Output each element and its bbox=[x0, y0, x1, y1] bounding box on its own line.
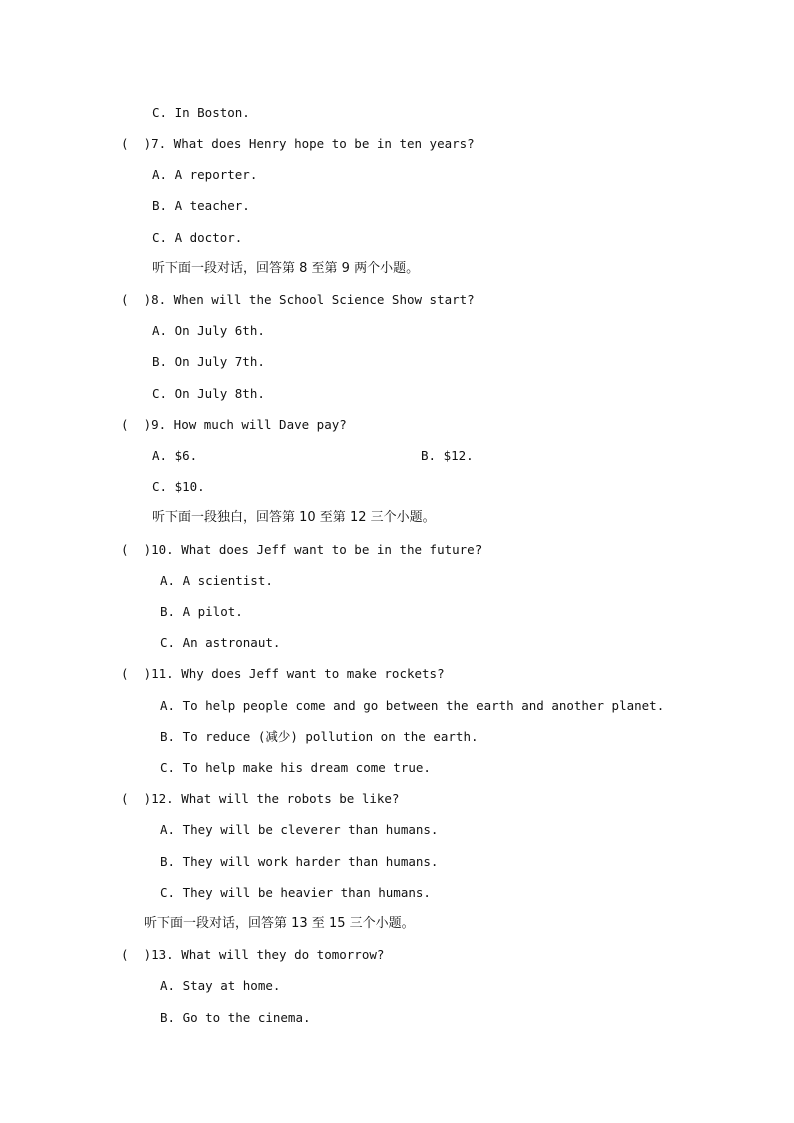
option-10a: A. A scientist. bbox=[160, 573, 273, 588]
option-7b: B. A teacher. bbox=[152, 198, 250, 213]
option-12a: A. They will be cleverer than humans. bbox=[160, 822, 439, 837]
option-11b: B. To reduce (减少) pollution on the earth. bbox=[160, 729, 479, 744]
option-10b: B. A pilot. bbox=[160, 604, 243, 619]
question-11: ( )11. Why does Jeff want to make rockets? bbox=[121, 666, 445, 681]
option-8a: A. On July 6th. bbox=[152, 323, 265, 338]
option-12c: C. They will be heavier than humans. bbox=[160, 885, 431, 900]
section-instruction-8-9: 听下面一段对话，回答第 8 至第 9 两个小题。 bbox=[152, 261, 420, 276]
section-instruction-13-15: 听下面一段对话，回答第 13 至 15 三个小题。 bbox=[144, 916, 415, 931]
option-11a: A. To help people come and go between the earth and another planet. bbox=[160, 698, 665, 713]
option-8c: C. On July 8th. bbox=[152, 386, 265, 401]
option-13a: A. Stay at home. bbox=[160, 978, 281, 993]
option-8b: B. On July 7th. bbox=[152, 354, 265, 369]
question-10: ( )10. What does Jeff want to be in the future? bbox=[121, 542, 483, 557]
option-9b: B. $12. bbox=[421, 448, 474, 463]
option-7a: A. A reporter. bbox=[152, 167, 258, 182]
option-9c: C. $10. bbox=[152, 479, 205, 494]
question-8: ( )8. When will the School Science Show start? bbox=[121, 292, 475, 307]
section-instruction-10-12: 听下面一段独白，回答第 10 至第 12 三个小题。 bbox=[152, 510, 436, 525]
question-9: ( )9. How much will Dave pay? bbox=[121, 417, 347, 432]
option-9a: A. $6. bbox=[152, 448, 198, 463]
question-13: ( )13. What will they do tomorrow? bbox=[121, 947, 385, 962]
question-7: ( )7. What does Henry hope to be in ten years? bbox=[121, 136, 475, 151]
option-11c: C. To help make his dream come true. bbox=[160, 760, 431, 775]
option-13b: B. Go to the cinema. bbox=[160, 1010, 311, 1025]
option-10c: C. An astronaut. bbox=[160, 635, 281, 650]
question-12: ( )12. What will the robots be like? bbox=[121, 791, 400, 806]
option-6c: C. In Boston. bbox=[152, 105, 250, 120]
option-12b: B. They will work harder than humans. bbox=[160, 854, 439, 869]
option-7c: C. A doctor. bbox=[152, 230, 243, 245]
